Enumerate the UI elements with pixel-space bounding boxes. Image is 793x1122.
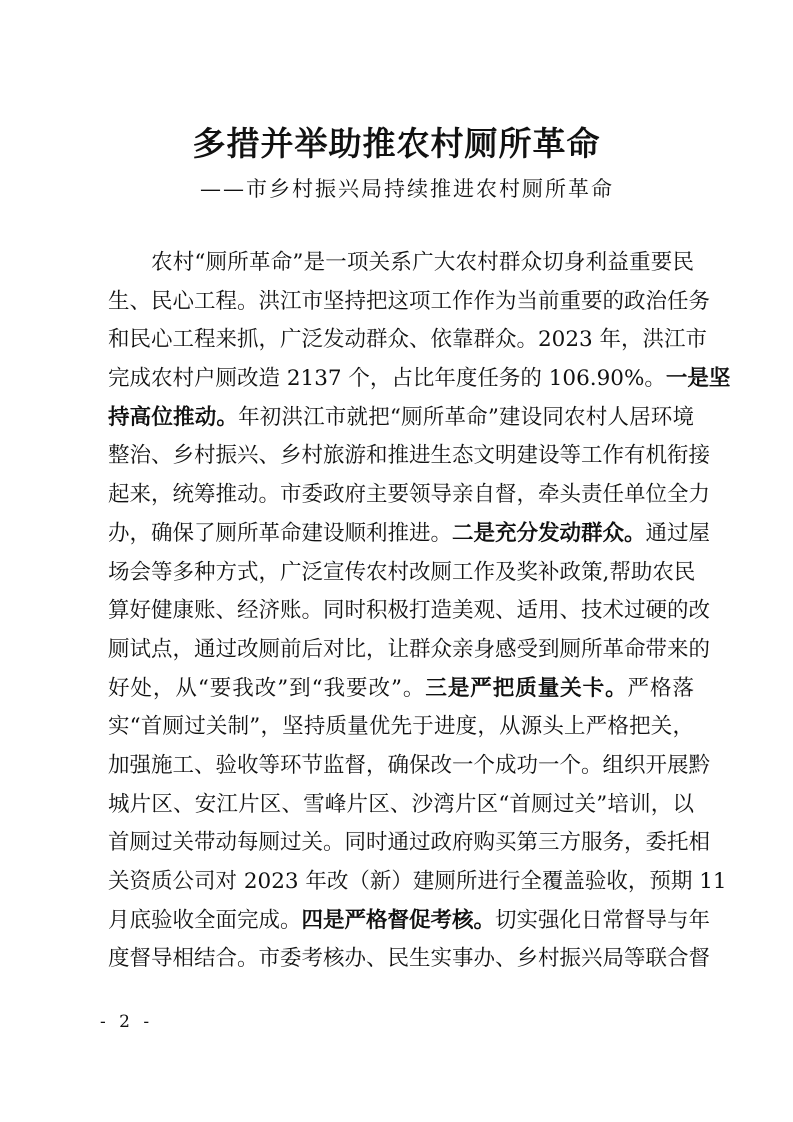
bold-text-segment: 持高位推动。: [108, 404, 239, 430]
text-line: [108, 670, 694, 709]
text-line: [108, 902, 711, 941]
text-line: [108, 515, 711, 554]
text-line: [108, 631, 711, 670]
text-line: [108, 824, 711, 863]
text-segment: 年初洪江市就把“厕所革命”建设同农村人居环境: [238, 404, 694, 430]
text-segment: 整治、乡村振兴、乡村旅游和推进生态文明建设等工作有机衔接: [108, 443, 711, 469]
text-segment: 厕试点，通过改厕前后对比，让群众亲身感受到厕所革命带来的: [108, 636, 711, 662]
body-paragraph: [108, 244, 731, 979]
text-segment: 严格落: [627, 675, 694, 701]
text-segment: 生、民心工程。洪江市坚持把这项工作作为当前重要的政治任务: [108, 288, 711, 314]
text-line: [108, 437, 711, 476]
page-number: - 2 -: [100, 1012, 154, 1032]
text-line: [108, 747, 711, 786]
text-line: [108, 786, 694, 825]
document-subtitle: ——市乡村振兴局持续推进农村厕所革命: [200, 177, 614, 201]
text-segment: 农村“厕所革命”是一项关系广大农村群众切身利益重要民: [151, 250, 694, 275]
bold-text-segment: 二是充分发动群众。: [452, 520, 646, 546]
text-segment: 起来，统筹推动。市委政府主要领导亲自督，牵头责任单位全力: [108, 482, 711, 508]
text-segment: 关资质公司对 2023 年改（新）建厕所进行全覆盖验收，预期 11: [108, 869, 727, 894]
text-line: [108, 321, 708, 360]
text-segment: 完成农村户厕改造 2137 个，占比年度任务的 106.90%。: [108, 366, 666, 392]
text-segment: 切实强化日常督导与年: [495, 907, 711, 933]
text-segment: 度督导相结合。市委考核办、民生实事办、乡村振兴局等联合督: [108, 946, 711, 972]
text-segment: 算好健康账、经济账。同时积极打造美观、适用、技术过硬的改: [108, 598, 711, 624]
bold-text-segment: 四是严格督促考核。: [301, 907, 496, 933]
text-segment: 加强施工、验收等环节监督，确保改一个成功一个。组织开展黔: [108, 752, 711, 778]
text-segment: 首厕过关带动每厕过关。同时通过政府购买第三方服务，委托相: [108, 830, 711, 856]
text-segment: 办，确保了厕所革命建设顺利推进。: [108, 520, 453, 546]
bold-text-segment: 三是严把质量关卡。: [425, 675, 628, 701]
text-line: [108, 940, 711, 979]
text-segment: 好处，从“要我改”到“我要改”。: [108, 675, 426, 701]
text-line: [108, 554, 694, 593]
text-line: [108, 708, 694, 747]
text-line: [108, 283, 711, 322]
text-line: [108, 592, 711, 631]
text-line: [108, 863, 727, 902]
text-line: [108, 244, 694, 283]
text-line: [108, 360, 731, 399]
text-line: [108, 399, 694, 438]
text-segment: 和民心工程来抓，广泛发动群众、依靠群众。2023 年，洪江市: [108, 327, 708, 353]
text-segment: 城片区、安江片区、雪峰片区、沙湾片区“首厕过关”培训，以: [108, 791, 694, 817]
bold-text-segment: 一是坚: [665, 366, 731, 392]
text-segment: 通过屋: [645, 520, 711, 546]
document-title: 多措并举助推农村厕所革命: [192, 124, 601, 163]
text-line: [108, 476, 711, 515]
text-segment: 月底验收全面完成。: [108, 907, 302, 933]
text-segment: 场会等多种方式，广泛宣传农村改厕工作及奖补政策,帮助农民: [108, 559, 696, 585]
text-segment: 实“首厕过关制”，坚持质量优先于进度，从源头上严格把关，: [108, 714, 694, 740]
